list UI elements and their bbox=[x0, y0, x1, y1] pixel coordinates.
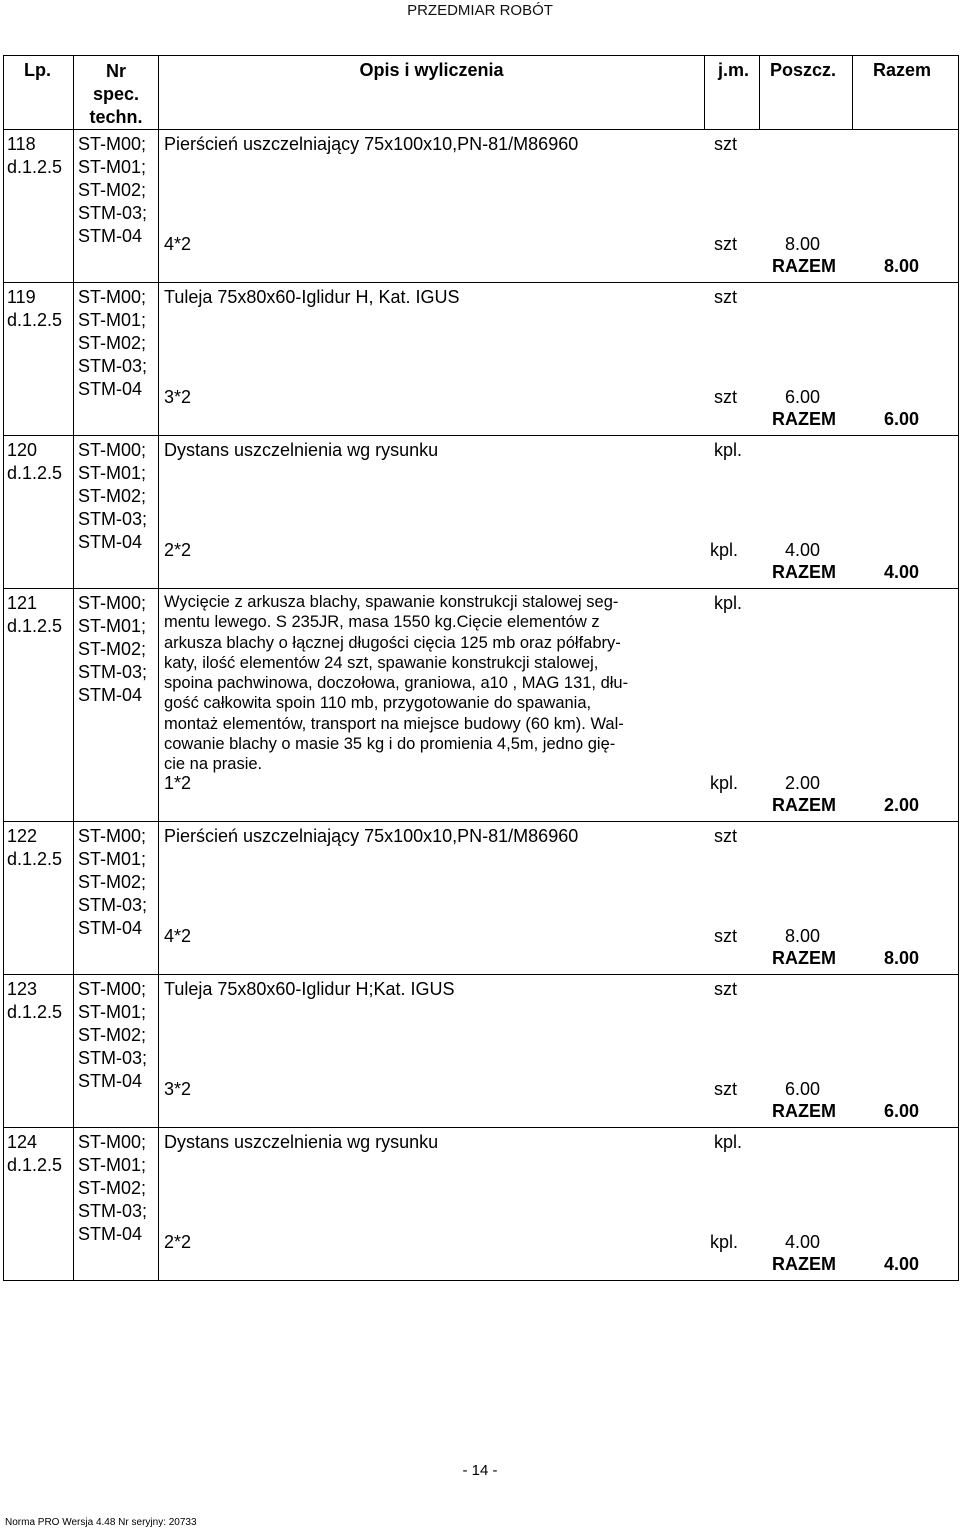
lp-number: 124 bbox=[7, 1132, 38, 1152]
description-cell bbox=[159, 283, 959, 436]
calculation-unit: szt bbox=[714, 1079, 738, 1099]
description-cell bbox=[159, 975, 959, 1128]
description-line: Tuleja 75x80x60-Iglidur H, Kat. IGUS bbox=[164, 287, 460, 307]
description-line: Pierścień uszczelniający 75x100x10,PN-81/M86960 bbox=[164, 826, 579, 846]
col-header-poszcz: Poszcz. bbox=[760, 56, 853, 130]
description-line: Dystans uszczelnienia wg rysunku bbox=[164, 1132, 439, 1152]
calculation: 3*2 bbox=[164, 387, 192, 407]
spec-code: STM-04 bbox=[78, 685, 143, 705]
col-header-nr-line2: spec. bbox=[92, 84, 140, 104]
partial-value: 4.00 bbox=[785, 1232, 821, 1252]
unit-label: kpl. bbox=[714, 1132, 743, 1152]
table-row bbox=[4, 1128, 959, 1281]
description-text bbox=[164, 283, 724, 309]
lp-number: 118 bbox=[7, 134, 36, 154]
spec-code: ST-M00; bbox=[78, 440, 147, 460]
calculation: 1*2 bbox=[164, 773, 192, 793]
table-row bbox=[4, 130, 959, 283]
spec-code: STM-03; bbox=[78, 1201, 148, 1221]
spec-code: ST-M02; bbox=[78, 180, 147, 200]
calculation: 2*2 bbox=[164, 540, 192, 560]
spec-code: ST-M01; bbox=[78, 849, 147, 869]
calculation: 4*2 bbox=[164, 926, 192, 946]
spec-code: STM-04 bbox=[78, 532, 143, 552]
spec-code: ST-M01; bbox=[78, 616, 147, 636]
description-line: cowanie blachy o masie 35 kg i do promienia 4,5m, jedno gię- bbox=[164, 735, 616, 754]
razem-value: 8.00 bbox=[884, 256, 920, 276]
col-header-opis: Opis i wyliczenia bbox=[159, 56, 705, 130]
spec-code: ST-M01; bbox=[78, 463, 147, 483]
description-line: mentu lewego. S 235JR, masa 1550 kg.Cięcie elementów z bbox=[164, 613, 600, 632]
lp-number: 121 bbox=[7, 593, 38, 613]
description-text bbox=[164, 436, 724, 462]
calculation-unit: szt bbox=[714, 926, 738, 946]
description-line: Dystans uszczelnienia wg rysunku bbox=[164, 440, 439, 460]
description-line: cie na prasie. bbox=[164, 755, 263, 774]
spec-code: STM-03; bbox=[78, 662, 148, 682]
spec-code: ST-M00; bbox=[78, 134, 147, 154]
unit-label: szt bbox=[714, 134, 738, 154]
lp-reference: d.1.2.5 bbox=[7, 310, 63, 330]
description-cell bbox=[159, 589, 959, 822]
spec-code: STM-04 bbox=[78, 1224, 143, 1244]
spec-cell bbox=[74, 589, 159, 822]
spec-code: ST-M01; bbox=[78, 1002, 147, 1022]
partial-value: 8.00 bbox=[785, 926, 821, 946]
razem-label: RAZEM bbox=[772, 409, 836, 429]
spec-cell bbox=[74, 822, 159, 975]
lp-cell bbox=[4, 436, 74, 589]
razem-value: 4.00 bbox=[884, 1254, 920, 1274]
lp-reference: d.1.2.5 bbox=[7, 1155, 63, 1175]
razem-label: RAZEM bbox=[772, 795, 836, 815]
lp-reference: d.1.2.5 bbox=[7, 616, 63, 636]
description-line: Wycięcie z arkusza blachy, spawanie konstrukcji stalowej seg- bbox=[164, 593, 619, 611]
calculation-unit: szt bbox=[714, 234, 738, 254]
razem-label: RAZEM bbox=[772, 948, 836, 968]
spec-code: STM-03; bbox=[78, 203, 148, 223]
table-row bbox=[4, 589, 959, 822]
unit-label: szt bbox=[714, 979, 738, 999]
description-cell bbox=[159, 436, 959, 589]
page-header: PRZEDMIAR ROBÓT bbox=[407, 2, 553, 19]
description-text bbox=[164, 589, 704, 775]
col-header-nr-line3: techn. bbox=[89, 107, 143, 127]
razem-value: 4.00 bbox=[884, 562, 920, 582]
spec-code: STM-03; bbox=[78, 509, 148, 529]
spec-code: ST-M00; bbox=[78, 593, 147, 613]
unit-label: kpl. bbox=[714, 593, 743, 613]
lp-cell bbox=[4, 589, 74, 822]
table-row bbox=[4, 436, 959, 589]
lp-number: 120 bbox=[7, 440, 38, 460]
unit-label: szt bbox=[714, 826, 738, 846]
lp-number: 119 bbox=[7, 287, 36, 307]
razem-label: RAZEM bbox=[772, 1254, 836, 1274]
table-row bbox=[4, 283, 959, 436]
spec-cell bbox=[74, 436, 159, 589]
spec-code: STM-03; bbox=[78, 895, 148, 915]
spec-code: ST-M01; bbox=[78, 1155, 147, 1175]
spec-code: ST-M00; bbox=[78, 1132, 147, 1152]
col-header-nr-spec bbox=[74, 56, 159, 130]
col-header-nr-line1: Nr bbox=[105, 61, 126, 81]
spec-cell bbox=[74, 130, 159, 283]
col-header-lp: Lp. bbox=[4, 56, 74, 130]
calculation: 4*2 bbox=[164, 234, 192, 254]
spec-code: ST-M00; bbox=[78, 287, 147, 307]
description-text bbox=[164, 822, 724, 848]
razem-value: 6.00 bbox=[884, 409, 920, 429]
razem-label: RAZEM bbox=[772, 1101, 836, 1121]
lp-reference: d.1.2.5 bbox=[7, 463, 63, 483]
description-line: gość całkowita spoin 110 mb, przygotowanie do spawania, bbox=[164, 694, 592, 713]
spec-code: ST-M02; bbox=[78, 333, 147, 353]
description-text bbox=[164, 1128, 724, 1154]
table-row bbox=[4, 822, 959, 975]
lp-reference: d.1.2.5 bbox=[7, 1002, 63, 1022]
description-line: spoina pachwinowa, doczołowa, graniowa, a10 , MAG 131, dłu- bbox=[164, 674, 629, 693]
spec-code: ST-M00; bbox=[78, 826, 147, 846]
lp-cell bbox=[4, 975, 74, 1128]
description-line: montaż elementów, transport na miejsce budowy (60 km). Wal- bbox=[164, 714, 624, 733]
col-header-razem: Razem bbox=[853, 56, 959, 130]
page-number: - 14 - bbox=[462, 1462, 498, 1479]
spec-code: STM-03; bbox=[78, 356, 148, 376]
description-text bbox=[164, 130, 724, 156]
partial-value: 8.00 bbox=[785, 234, 821, 254]
description-text bbox=[164, 975, 724, 1001]
spec-code: ST-M02; bbox=[78, 486, 147, 506]
calculation: 2*2 bbox=[164, 1232, 192, 1252]
razem-label: RAZEM bbox=[772, 256, 836, 276]
col-header-jm: j.m. bbox=[705, 56, 760, 130]
description-line: katy, ilość elementów 24 szt, spawanie konstrukcji stalowej, bbox=[164, 653, 599, 672]
spec-code: ST-M02; bbox=[78, 639, 147, 659]
calculation-unit: szt bbox=[714, 387, 738, 407]
lp-cell bbox=[4, 1128, 74, 1281]
spec-cell bbox=[74, 283, 159, 436]
spec-code: ST-M02; bbox=[78, 872, 147, 892]
razem-value: 6.00 bbox=[884, 1101, 920, 1121]
spec-cell bbox=[74, 1128, 159, 1281]
partial-value: 6.00 bbox=[785, 1079, 821, 1099]
spec-code: STM-04 bbox=[78, 918, 143, 938]
spec-code: STM-04 bbox=[78, 1071, 143, 1091]
spec-cell bbox=[74, 975, 159, 1128]
software-version: Norma PRO Wersja 4.48 Nr seryjny: 20733 bbox=[5, 1517, 197, 1528]
spec-code: ST-M02; bbox=[78, 1025, 147, 1045]
lp-cell bbox=[4, 822, 74, 975]
calculation-unit: kpl. bbox=[710, 1232, 739, 1252]
lp-cell bbox=[4, 130, 74, 283]
razem-value: 8.00 bbox=[884, 948, 920, 968]
unit-label: kpl. bbox=[714, 440, 743, 460]
description-line: Tuleja 75x80x60-Iglidur H;Kat. IGUS bbox=[164, 979, 455, 999]
spec-code: ST-M01; bbox=[78, 310, 147, 330]
spec-code: STM-04 bbox=[78, 226, 143, 246]
description-cell bbox=[159, 130, 959, 283]
description-cell bbox=[159, 1128, 959, 1281]
spec-code: ST-M00; bbox=[78, 979, 147, 999]
partial-value: 6.00 bbox=[785, 387, 821, 407]
description-line: Pierścień uszczelniający 75x100x10,PN-81/M86960 bbox=[164, 134, 579, 154]
cost-table bbox=[3, 55, 959, 1281]
calculation-unit: kpl. bbox=[710, 540, 739, 560]
calculation-unit: kpl. bbox=[710, 773, 739, 793]
spec-code: STM-03; bbox=[78, 1048, 148, 1068]
unit-label: szt bbox=[714, 287, 738, 307]
description-cell bbox=[159, 822, 959, 975]
spec-code: STM-04 bbox=[78, 379, 143, 399]
table-header-row bbox=[4, 56, 959, 130]
spec-code: ST-M02; bbox=[78, 1178, 147, 1198]
partial-value: 2.00 bbox=[785, 773, 821, 793]
lp-number: 123 bbox=[7, 979, 38, 999]
description-line: arkusza blachy o łącznej długości cięcia 125 mb oraz półfabry- bbox=[164, 633, 621, 652]
calculation: 3*2 bbox=[164, 1079, 192, 1099]
spec-code: ST-M01; bbox=[78, 157, 147, 177]
lp-reference: d.1.2.5 bbox=[7, 849, 63, 869]
razem-label: RAZEM bbox=[772, 562, 836, 582]
partial-value: 4.00 bbox=[785, 540, 821, 560]
lp-number: 122 bbox=[7, 826, 38, 846]
table-row bbox=[4, 975, 959, 1128]
lp-reference: d.1.2.5 bbox=[7, 157, 63, 177]
razem-value: 2.00 bbox=[884, 795, 920, 815]
lp-cell bbox=[4, 283, 74, 436]
